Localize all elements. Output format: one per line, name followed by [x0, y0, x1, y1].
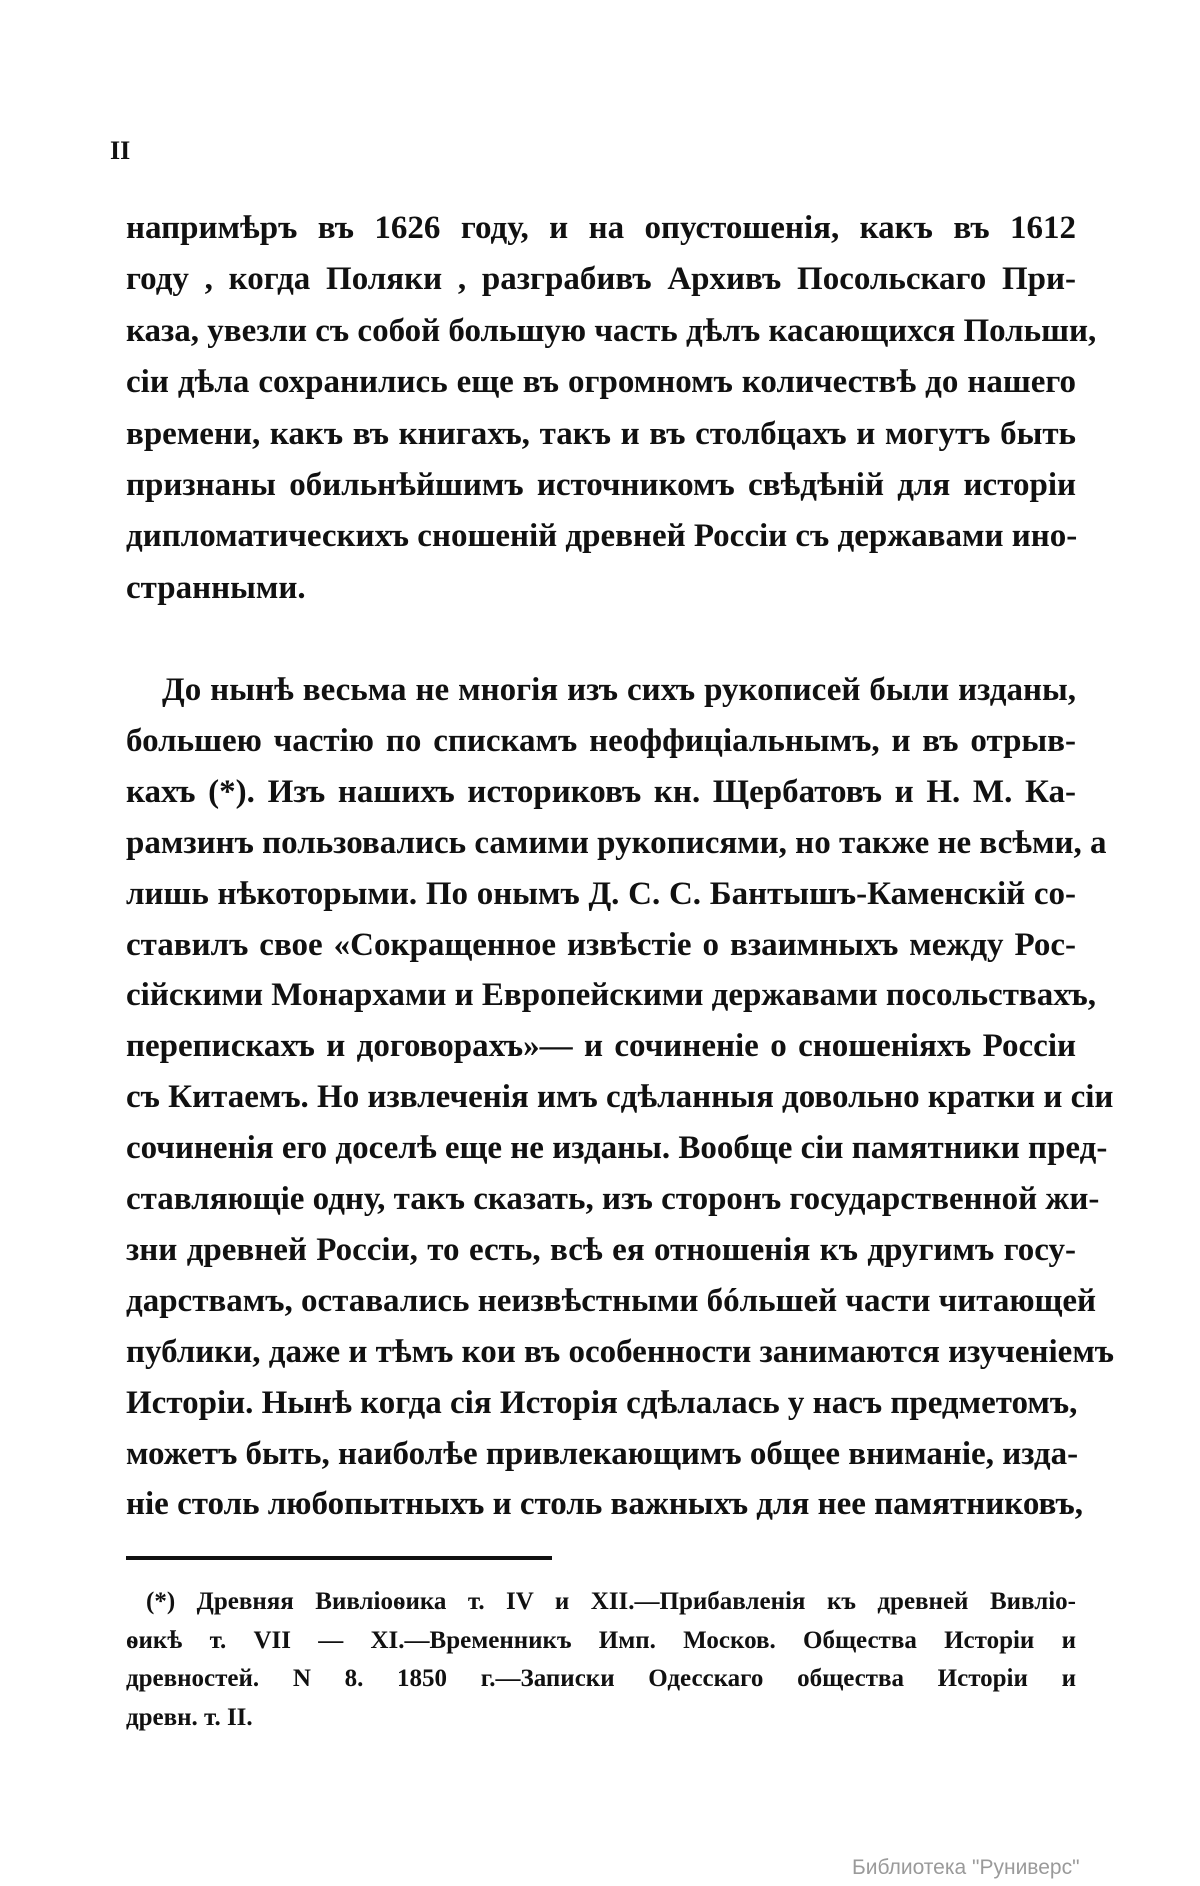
- text-line: признаны обильнѣйшимъ источникомъ свѣдѣній для исторіи: [126, 467, 1076, 503]
- text-line: году , когда Поляки , разграбивъ Архивъ Посольскаго При-: [126, 261, 1076, 298]
- text-line: зни древней Россіи, то есть, всѣ ея отношенія къ другимъ госу-: [126, 1231, 1076, 1268]
- text-line: дарствамъ, оставались неизвѣстными бóльшей части читающей: [126, 1282, 1097, 1319]
- text-line: ставилъ свое «Сокращенное извѣстіе о взаимныхъ между Рос-: [126, 926, 1076, 963]
- text-line: До нынѣ весьма не многія изъ сихъ рукописей были изданы,: [162, 672, 1076, 708]
- text-line: времени, какъ въ книгахъ, такъ и въ столбцахъ и могутъ быть: [126, 415, 1076, 452]
- text-line: ставляющіе одну, такъ сказать, изъ сторонъ государственной жи-: [126, 1181, 1100, 1217]
- text-line: съ Китаемъ. Но извлеченія имъ сдѣланныя довольно кратки и сіи: [126, 1079, 1114, 1116]
- text-line: лишь нѣкоторыми. По онымъ Д. С. С. Бантышъ-Каменскій со-: [126, 875, 1076, 912]
- text-line: большею частію по спискамъ неоффиціальнымъ, и въ отрыв-: [126, 722, 1076, 759]
- text-line: сочиненія его доселѣ еще не изданы. Вообще сіи памятники пред-: [126, 1130, 1108, 1167]
- text-line: напримѣръ въ 1626 году, и на опустошенія, какъ въ 1612: [126, 210, 1076, 246]
- page-number: II: [110, 136, 131, 165]
- text-line: рамзинъ пользовались самими рукописями, но также не всѣми, а: [126, 824, 1107, 861]
- footnote-line: древн. т. II.: [126, 1703, 253, 1731]
- footnote-line: (*) Древняя Вивліоѳика т. IV и XII.—Прибавленія къ древней Вивліо-: [146, 1588, 1076, 1615]
- text-line: публики, даже и тѣмъ кои въ особенности занимаются изученіемъ: [126, 1333, 1115, 1370]
- library-watermark: Библиотека "Руниверс": [852, 1856, 1080, 1879]
- text-line: сіи дѣла сохранились еще въ огромномъ количествѣ до нашего: [126, 364, 1076, 401]
- text-line: можетъ быть, наиболѣе привлекающимъ общее вниманіе, изда-: [126, 1435, 1079, 1472]
- text-line: кахъ (*). Изъ нашихъ историковъ кн. Щербатовъ и Н. М. Ка-: [126, 773, 1076, 810]
- text-line: каза, увезли съ собой большую часть дѣлъ касающихся Польши,: [126, 312, 1097, 349]
- text-line: дипломатическихъ сношеній древней Россіи съ державами ино-: [126, 518, 1078, 555]
- footnote-line: ѳикѣ т. VII — XI.—Временникъ Имп. Москов. Общества Исторіи и: [126, 1626, 1076, 1654]
- text-line: странными.: [126, 569, 306, 606]
- footnote-line: древностей. N 8. 1850 г.—Записки Одесскаго общества Исторіи и: [126, 1665, 1076, 1692]
- text-line: ніе столь любопытныхъ и столь важныхъ для нее памятниковъ,: [126, 1486, 1083, 1523]
- text-line: сійскими Монархами и Европейскими державами посольствахъ,: [126, 977, 1096, 1014]
- text-line: Исторіи. Нынѣ когда сія Исторія сдѣлалась у насъ предметомъ,: [126, 1384, 1078, 1421]
- footnote-divider: [126, 1556, 552, 1560]
- text-line: перепискахъ и договорахъ»— и сочиненіе о сношеніяхъ Россіи: [126, 1028, 1076, 1065]
